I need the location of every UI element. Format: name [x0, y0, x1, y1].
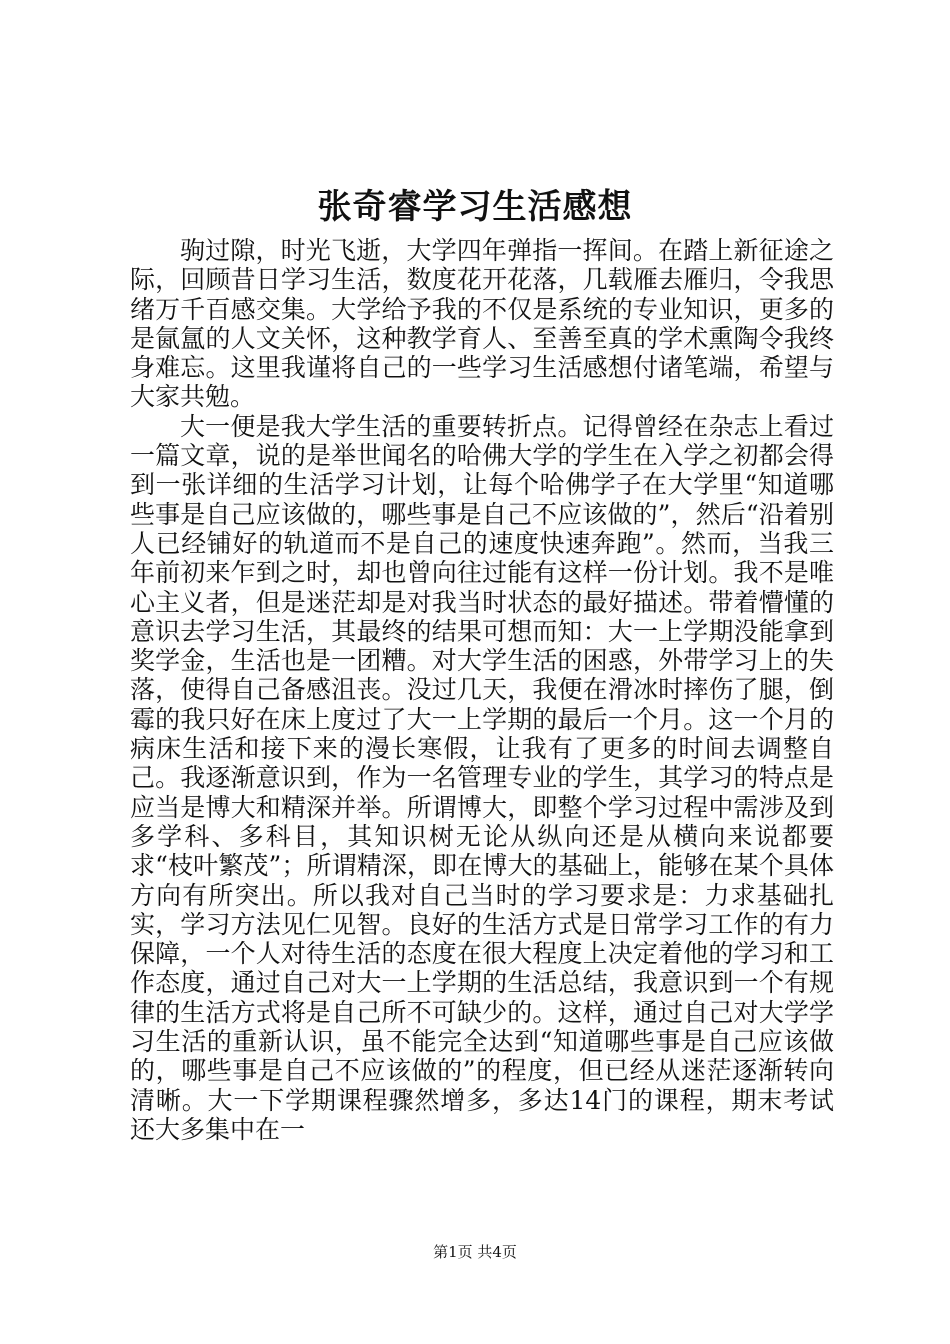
document-body [130, 236, 834, 1144]
page-number-footer: 第1页 共4页 [433, 1243, 517, 1261]
document-title: 张奇睿学习生活感想 [317, 187, 633, 227]
paragraph-2: 大一便是我大学生活的重要转折点。记得曾经在杂志上看过一篇文章，说的是举世闻名的哈佛大学的学生在入学之初都会得到一张详细的生活学习计划，让每个哈佛学子在大学里“知道哪些事是自己应该做的，哪些事是自己不应该做的”，然后“沿着别人已经铺好的轨道而不是自己的速度快速奔跑”。然而，当我三年前初来乍到之时，却也曾向往过能有这样一份计划。我不是唯心主义者，但是迷茫却是对我当时状态的最好描述。带着懵懂的意识去学习生活，其最终的结果可想而知：大一上学期没能拿到奖学金，生活也是一团糟。对大学生活的困惑，外带学习上的失落，使得自己备感沮丧。没过几天，我便在滑冰时摔伤了腿，倒霉的我只好在床上度过了大一上学期的最后一个月。这一个月的病床生活和接下来的漫长寒假，让我有了更多的时间去调整自己。我逐渐意识到，作为一名管理专业的学生，其学习的特点是应当是博大和精深并举。所谓博大，即整个学习过程中需涉及到多学科、多科目，其知识树无论从纵向还是从横向来说都要求“枝叶繁茂”；所谓精深，即在博大的基础上，能够在某个具体方向有所突出。所以我对自己当时的学习要求是：力求基础扎实，学习方法见仁见智。良好的生活方式是日常学习工作的有力保障，一个人对待生活的态度在很大程度上决定着他的学习和工作态度，通过自己对大一上学期的生活总结，我意识到一个有规律的生活方式将是自己所不可缺少的。这样，通过自己对大学学习生活的重新认识，虽不能完全达到“知道哪些事是自己应该做的，哪些事是自己不应该做的”的程度，但已经从迷茫逐渐转向清晰。大一下学期课程骤然增多，多达14门的课程，期末考试还大多集中在一 [130, 411, 834, 1144]
paragraph-1: 驹过隙，时光飞逝，大学四年弹指一挥间。在踏上新征途之际，回顾昔日学习生活，数度花开花落，几载雁去雁归，令我思绪万千百感交集。大学给予我的不仅是系统的专业知识，更多的是氤氲的人文关怀，这种教学育人、至善至真的学术熏陶令我终身难忘。这里我谨将自己的一些学习生活感想付诸笔端，希望与大家共勉。 [130, 236, 834, 412]
